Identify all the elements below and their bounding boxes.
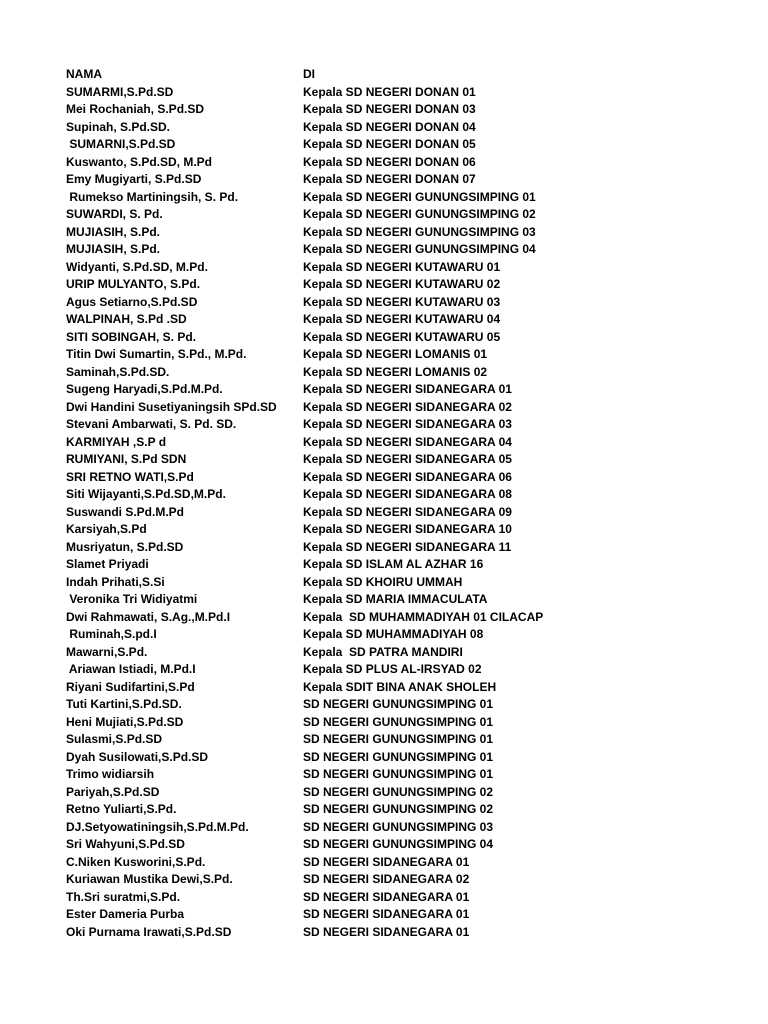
di-cell: Kepala SD NEGERI KUTAWARU 01 [303, 259, 501, 274]
table-row [66, 434, 756, 452]
table-row [66, 871, 756, 889]
table-row [66, 836, 756, 854]
name-cell: Mei Rochaniah, S.Pd.SD [66, 102, 205, 116]
name-cell: C.Niken Kusworini,S.Pd. [66, 854, 206, 869]
name-school-table [66, 66, 756, 941]
name-cell: Heni Mujiati,S.Pd.SD [66, 714, 184, 729]
di-cell: Kepala SD NEGERI KUTAWARU 04 [303, 312, 501, 326]
name-cell: Th.Sri suratmi,S.Pd. [66, 889, 181, 904]
table-row [66, 679, 756, 697]
table-row [66, 574, 756, 592]
table-row [66, 539, 756, 557]
table-row [66, 766, 756, 784]
di-cell: SD NEGERI GUNUNGSIMPING 01 [303, 732, 494, 746]
table-row [66, 224, 756, 242]
header-nama: NAMA [66, 67, 102, 81]
di-cell: Kepala SD PATRA MANDIRI [303, 644, 463, 659]
name-cell: Veronika Tri Widiyatmi [66, 592, 198, 606]
table-row [66, 451, 756, 469]
di-cell: Kepala SD MUHAMMADIYAH 08 [303, 627, 484, 641]
di-cell: Kepala SD NEGERI SIDANEGARA 04 [303, 434, 512, 449]
di-cell: Kepala SD NEGERI DONAN 05 [303, 137, 476, 151]
table-row [66, 329, 756, 347]
di-cell: Kepala SD NEGERI GUNUNGSIMPING 03 [303, 224, 536, 239]
table-row [66, 276, 756, 294]
table-row [66, 206, 756, 224]
table-row [66, 906, 756, 924]
di-cell: Kepala SD MUHAMMADIYAH 01 CILACAP [303, 609, 544, 624]
di-cell: Kepala SD NEGERI DONAN 04 [303, 119, 476, 134]
di-cell: Kepala SD NEGERI SIDANEGARA 03 [303, 417, 512, 431]
name-cell: Emy Mugiyarti, S.Pd.SD [66, 172, 202, 186]
table-row [66, 171, 756, 189]
di-cell: SD NEGERI GUNUNGSIMPING 04 [303, 837, 494, 851]
di-cell: SD NEGERI SIDANEGARA 01 [303, 907, 470, 921]
name-cell: Siti Wijayanti,S.Pd.SD,M.Pd. [66, 487, 226, 501]
name-cell: SRI RETNO WATI,S.Pd [66, 469, 194, 484]
di-cell: SD NEGERI SIDANEGARA 01 [303, 889, 470, 904]
di-cell: SD NEGERI GUNUNGSIMPING 01 [303, 767, 494, 781]
name-cell: Titin Dwi Sumartin, S.Pd., M.Pd. [66, 347, 247, 361]
table-row [66, 416, 756, 434]
name-cell: Suswandi S.Pd.M.Pd [66, 504, 185, 519]
table-row [66, 854, 756, 872]
di-cell: Kepala SD MARIA IMMACULATA [303, 592, 488, 606]
name-cell: Oki Purnama Irawati,S.Pd.SD [66, 924, 232, 939]
table-row [66, 556, 756, 574]
di-cell: Kepala SD ISLAM AL AZHAR 16 [303, 557, 484, 571]
di-cell: SD NEGERI GUNUNGSIMPING 01 [303, 749, 494, 764]
di-cell: Kepala SD NEGERI DONAN 03 [303, 102, 476, 116]
table-row [66, 346, 756, 364]
header-di: DI [303, 67, 315, 81]
di-cell: SD NEGERI SIDANEGARA 02 [303, 872, 470, 886]
table-row [66, 924, 756, 942]
table-row [66, 714, 756, 732]
table-row [66, 591, 756, 609]
di-cell: SD NEGERI GUNUNGSIMPING 01 [303, 697, 494, 711]
name-cell: SITI SOBINGAH, S. Pd. [66, 329, 197, 344]
name-cell: Tuti Kartini,S.Pd.SD. [66, 697, 182, 711]
name-cell: Ruminah,S.pd.I [66, 627, 157, 641]
table-row [66, 364, 756, 382]
name-cell: Kuswanto, S.Pd.SD, M.Pd [66, 154, 213, 169]
di-cell: Kepala SD NEGERI DONAN 06 [303, 154, 476, 169]
name-cell: WALPINAH, S.Pd .SD [66, 312, 187, 326]
table-row [66, 504, 756, 522]
di-cell: Kepala SD PLUS AL-IRSYAD 02 [303, 662, 482, 676]
table-row [66, 661, 756, 679]
name-cell: Supinah, S.Pd.SD. [66, 119, 171, 134]
di-cell: Kepala SD NEGERI SIDANEGARA 02 [303, 399, 512, 414]
name-cell: Indah Prihati,S.Si [66, 574, 165, 589]
name-cell: Sugeng Haryadi,S.Pd.M.Pd. [66, 382, 223, 396]
table-row [66, 486, 756, 504]
di-cell: Kepala SD NEGERI GUNUNGSIMPING 01 [303, 189, 536, 204]
name-cell: Stevani Ambarwati, S. Pd. SD. [66, 417, 237, 431]
di-cell: SD NEGERI GUNUNGSIMPING 02 [303, 784, 494, 799]
di-cell: SD NEGERI SIDANEGARA 01 [303, 854, 470, 869]
di-cell: Kepala SD NEGERI KUTAWARU 05 [303, 329, 501, 344]
di-cell: Kepala SDIT BINA ANAK SHOLEH [303, 679, 497, 694]
name-cell: Trimo widiarsih [66, 767, 155, 781]
table-row [66, 381, 756, 399]
table-row [66, 696, 756, 714]
di-cell: Kepala SD NEGERI SIDANEGARA 10 [303, 522, 512, 536]
di-cell: Kepala SD NEGERI SIDANEGARA 08 [303, 487, 512, 501]
name-cell: Sri Wahyuni,S.Pd.SD [66, 837, 185, 851]
name-cell: KARMIYAH ,S.P d [66, 434, 167, 449]
name-cell: SUMARMI,S.Pd.SD [66, 84, 174, 99]
name-cell: Dyah Susilowati,S.Pd.SD [66, 749, 209, 764]
table-row [66, 889, 756, 907]
table-row [66, 119, 756, 137]
name-cell: SUMARNI,S.Pd.SD [66, 137, 176, 151]
name-cell: Musriyatun, S.Pd.SD [66, 539, 184, 554]
di-cell: Kepala SD NEGERI KUTAWARU 03 [303, 294, 501, 309]
table-row [66, 644, 756, 662]
table-row [66, 154, 756, 172]
table-row [66, 294, 756, 312]
table-row [66, 626, 756, 644]
name-cell: Karsiyah,S.Pd [66, 522, 147, 536]
name-cell: Rumekso Martiningsih, S. Pd. [66, 189, 239, 204]
di-cell: Kepala SD NEGERI KUTAWARU 02 [303, 277, 501, 291]
di-cell: SD NEGERI GUNUNGSIMPING 03 [303, 819, 494, 834]
name-cell: MUJIASIH, S.Pd. [66, 224, 161, 239]
table-row [66, 101, 756, 119]
di-cell: Kepala SD NEGERI SIDANEGARA 06 [303, 469, 512, 484]
di-cell: SD NEGERI SIDANEGARA 01 [303, 924, 470, 939]
name-cell: Slamet Priyadi [66, 557, 149, 571]
di-cell: Kepala SD NEGERI SIDANEGARA 09 [303, 504, 512, 519]
name-cell: Ariawan Istiadi, M.Pd.I [66, 662, 196, 676]
table-row [66, 136, 756, 154]
di-cell: Kepala SD NEGERI SIDANEGARA 01 [303, 382, 512, 396]
di-cell: Kepala SD NEGERI DONAN 07 [303, 172, 476, 186]
table-row [66, 801, 756, 819]
table-row [66, 784, 756, 802]
di-cell: SD NEGERI GUNUNGSIMPING 02 [303, 802, 494, 816]
di-cell: SD NEGERI GUNUNGSIMPING 01 [303, 714, 494, 729]
table-row [66, 609, 756, 627]
name-cell: Dwi Rahmawati, S.Ag.,M.Pd.I [66, 609, 231, 624]
name-cell: DJ.Setyowatiningsih,S.Pd.M.Pd. [66, 819, 249, 834]
table-row [66, 731, 756, 749]
table-header-row [66, 66, 756, 84]
name-cell: Saminah,S.Pd.SD. [66, 364, 170, 379]
name-cell: RUMIYANI, S.Pd SDN [66, 452, 187, 466]
di-cell: Kepala SD NEGERI SIDANEGARA 05 [303, 452, 512, 466]
name-cell: Mawarni,S.Pd. [66, 644, 148, 659]
di-cell: Kepala SD NEGERI LOMANIS 01 [303, 347, 488, 361]
name-cell: URIP MULYANTO, S.Pd. [66, 277, 201, 291]
table-row [66, 521, 756, 539]
name-cell: MUJIASIH, S.Pd. [66, 242, 161, 256]
di-cell: Kepala SD NEGERI GUNUNGSIMPING 02 [303, 207, 536, 221]
name-cell: Sulasmi,S.Pd.SD [66, 732, 163, 746]
table-row [66, 399, 756, 417]
di-cell: Kepala SD NEGERI DONAN 01 [303, 84, 476, 99]
name-cell: SUWARDI, S. Pd. [66, 207, 163, 221]
di-cell: Kepala SD NEGERI LOMANIS 02 [303, 364, 488, 379]
di-cell: Kepala SD NEGERI SIDANEGARA 11 [303, 539, 512, 554]
table-row [66, 241, 756, 259]
table-row [66, 469, 756, 487]
name-cell: Agus Setiarno,S.Pd.SD [66, 294, 198, 309]
name-cell: Retno Yuliarti,S.Pd. [66, 802, 177, 816]
di-cell: Kepala SD NEGERI GUNUNGSIMPING 04 [303, 242, 536, 256]
di-cell: Kepala SD KHOIRU UMMAH [303, 574, 463, 589]
table-row [66, 819, 756, 837]
table-row [66, 311, 756, 329]
name-cell: Ester Dameria Purba [66, 907, 185, 921]
name-cell: Kuriawan Mustika Dewi,S.Pd. [66, 872, 233, 886]
table-row [66, 749, 756, 767]
name-cell: Widyanti, S.Pd.SD, M.Pd. [66, 259, 208, 274]
table-row [66, 189, 756, 207]
table-row [66, 84, 756, 102]
name-cell: Riyani Sudifartini,S.Pd [66, 679, 195, 694]
name-cell: Dwi Handini Susetiyaningsih SPd.SD [66, 399, 277, 414]
name-cell: Pariyah,S.Pd.SD [66, 784, 160, 799]
table-row [66, 259, 756, 277]
